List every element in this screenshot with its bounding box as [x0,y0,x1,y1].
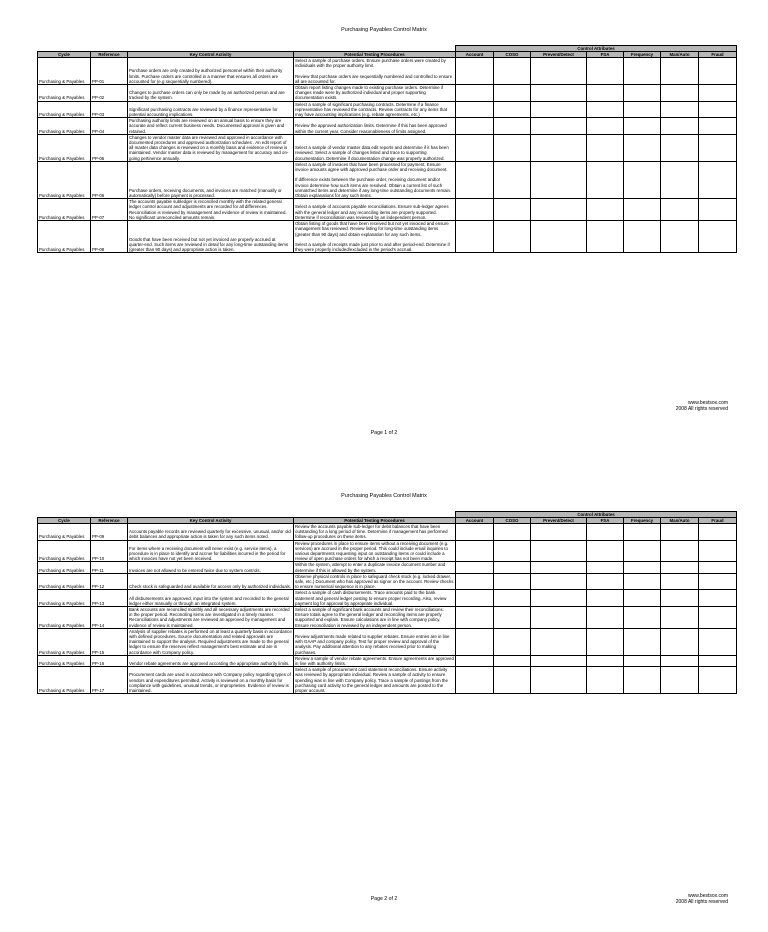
attribute-cell[interactable] [587,221,624,253]
attribute-cell[interactable] [456,628,494,655]
attribute-cell[interactable] [624,134,661,161]
col-header: COSO [494,518,531,524]
testing-procedure-cell: Review a sample of vendor rebate agreements. Ensure agreements are approved in line with authority limits. [295,655,454,667]
reference-cell: PP-15 [91,628,128,655]
attribute-cell[interactable] [661,134,699,161]
attribute-cell[interactable] [494,590,531,607]
attribute-cell[interactable] [531,607,587,629]
attribute-cell[interactable] [699,607,737,629]
page-2 [0,466,768,932]
control-activity-cell: Bank accounts are reconciled monthly and all necessary adjustments are recorded in the proper period. Reconciling items are investigated in a timely manner. Reconciliations and adjustments are reviewed an approved by management and evidence of review is maintained. [128,607,294,629]
attribute-cell[interactable] [531,573,587,590]
attribute-cell[interactable] [699,655,737,666]
col-header: COSO [494,52,531,58]
control-activity-cell: Procurement cards are used in accordance with Company policy regarding types of vendors and expenditures permitted. Activity is reviewed on a monthly basis for compliance with guidelines, unusual trends, or improprieties. Evidence of review is maintained. [128,667,294,694]
attribute-cell[interactable] [456,85,494,102]
testing-procedure-cell: Obtain listing of goods that have been received but not yet invoiced and ensure management has reviewed. Review listing for long-time outstanding items (greater than 90 days) and obtain explanation for any such items. Select a sample of receipts made just prior to and after period-end. Determine if they were properly included/excluded in the period's accrual. [294,221,456,253]
attribute-cell[interactable] [531,85,587,102]
attribute-cell[interactable] [456,221,494,253]
attribute-cell[interactable] [456,590,494,607]
table-row [38,607,737,629]
testing-procedure-cell: Review the approved authorization limits. Determine if this has been approved within the current year. Consider reasonableness of limits assigned. [294,118,456,135]
footer [676,893,728,905]
testing-procedure-cell: Select a sample of significant bank accounts and review their reconciliations. Ensure totals agree to the general ledger and reconciling items are properly supported and explain. Ensure calculations are in line with company policy. Ensure reconciliation is reviewed by an independent person. [294,607,456,629]
table-row [38,101,737,118]
attribute-cell[interactable] [624,655,661,666]
attribute-cell[interactable] [587,118,624,135]
attribute-cell[interactable] [456,540,494,562]
attribute-cell[interactable] [624,221,661,253]
attribute-cell[interactable] [456,607,494,629]
cycle-cell: Purchasing & Payables [38,58,91,85]
attribute-cell[interactable] [494,562,531,573]
attribute-cell[interactable] [587,58,624,85]
attribute-cell[interactable] [699,199,737,221]
cycle-cell: Purchasing & Payables [38,655,91,666]
attribute-cell[interactable] [531,655,587,666]
attribute-cell[interactable] [624,161,661,198]
attribute-cell[interactable] [456,134,494,161]
table-row [38,540,737,562]
attribute-cell[interactable] [624,524,661,541]
col-header: Cycle [38,52,91,58]
table-row [38,628,737,655]
reference-cell: PP-03 [91,101,128,118]
attribute-cell[interactable] [494,118,531,135]
control-activity-cell: Changes to vendor master data are reviewed and approved in accordance with documented procedures and approved authorization schedules . An edit report of all master data changes is reviewed on a monthly basis and evidence of review is maintained. Vendor master data is reviewed by management for accuracy and on-going pertinence annually. [128,134,294,161]
attribute-cell[interactable] [531,134,587,161]
attribute-cell[interactable] [624,590,661,607]
control-activity-cell: Changes to purchase orders can only be made by an authorized person and are tracked by the system. [128,85,294,102]
footer-rights: 2008 All rights reserved [675,899,728,905]
table-row [38,199,737,221]
attribute-cell[interactable] [494,628,531,655]
attribute-cell[interactable] [624,607,661,629]
attribute-cell[interactable] [456,161,494,198]
attribute-cell[interactable] [661,221,699,253]
footer-url[interactable]: www.bestsox.com [687,893,728,899]
document-title: Purchasing Payables Control Matrix [341,27,427,33]
col-header: Man/Auto [661,52,699,58]
table-row [38,524,737,541]
testing-procedure-cell: Select a sample of invoices that have been processed for payment. Ensure invoice amounts agree with approved purchase order and receiving document. If difference exists between the purchase order, receiving document and/or invoice determine how such items are resolved. Obtain a current list of such unmatched items and determine if any long-time outstanding documents remain. Obtain explanations for any such items. [294,161,456,198]
control-activity-cell: Purchase orders are only created by authorized personnel within their authority limits. Purchase orders are controlled in a manner that ensures all orders are accounted for (e.g sequentially numbered). [128,58,294,85]
col-header: Account [456,518,494,524]
control-attributes-header: Control Attributes [456,46,737,52]
attribute-cell[interactable] [456,118,494,135]
attribute-cell[interactable] [624,667,661,694]
cycle-cell: Purchasing & Payables [38,118,91,135]
attribute-cell[interactable] [531,628,587,655]
reference-cell: PP-09 [91,524,128,541]
attribute-cell[interactable] [699,667,737,694]
cycle-cell: Purchasing & Payables [38,667,91,694]
attribute-cell[interactable] [494,221,531,253]
attribute-cell[interactable] [624,540,661,562]
attribute-cell[interactable] [624,58,661,85]
table-row [38,85,737,102]
cycle-cell: Purchasing & Payables [38,524,91,541]
testing-procedure-cell: Within the system, attempt to enter a duplicate invoice document number and determine if this is allowed by the system. [294,562,456,573]
cycle-cell: Purchasing & Payables [38,607,91,629]
reference-cell: PP-04 [91,118,128,135]
col-header: Prevent/Detect [531,518,587,524]
attribute-cell[interactable] [531,540,587,562]
attribute-cell[interactable] [587,101,624,118]
cycle-cell: Purchasing & Payables [38,628,91,655]
attribute-cell[interactable] [494,607,531,629]
cycle-cell: Purchasing & Payables [38,221,91,253]
testing-procedure-cell: Observe physical controls in place to safeguard check stock (e.g. locked drawer, safe, etc.) Document who has approved as signor on the account. Review checks to ensure numerical sequence is in place. [294,573,456,590]
attribute-cell[interactable] [699,221,737,253]
attribute-cell[interactable] [661,524,699,541]
reference-cell: PP-02 [91,85,128,102]
control-matrix-table [37,511,737,694]
control-activity-cell: Analysis of supplier rebates is performed on at least a quarterly basis in accordance with defined procedures. Source documentation and related approvals are maintained to support the analysis. Required adjustments are made to the general ledger to ensure the reserves reflect management's best estimate and are in accordance with Company policy. [129,628,292,655]
control-activity-cell: The accounts payable subledger is reconciled monthly with the related general ledger control account and adjustments are recorded for all differences. Reconciliation is reviewed by management and evidence of review is maintained. No significant unreconciled amounts remain. [128,199,294,221]
table-row [38,562,737,573]
control-activity-cell: Purchasing authority limits are reviewed on an annual basis to ensure they are accurate and reflect current business needs. Documented approval is given and retained. [128,118,294,135]
attribute-cell[interactable] [587,134,624,161]
attribute-cell[interactable] [456,199,494,221]
attribute-cell[interactable] [624,118,661,135]
attribute-cell[interactable] [624,85,661,102]
cycle-cell: Purchasing & Payables [38,573,91,590]
attribute-cell[interactable] [494,134,531,161]
attribute-cell[interactable] [494,524,531,541]
attribute-cell[interactable] [456,524,494,541]
attribute-cell[interactable] [494,573,531,590]
col-header: Cycle [38,518,91,524]
control-matrix-table [37,45,737,253]
reference-cell: PP-06 [91,161,128,198]
col-header: Potential Testing Procedures [294,518,456,524]
attribute-cell[interactable] [661,573,699,590]
attribute-cell[interactable] [699,134,737,161]
attribute-cell[interactable] [699,161,737,198]
table-row [38,655,737,666]
attribute-cell[interactable] [587,573,624,590]
attribute-cell[interactable] [587,199,624,221]
attribute-cell[interactable] [624,199,661,221]
control-attributes-header: Control Attributes [456,512,737,518]
attribute-cell[interactable] [531,161,587,198]
reference-cell: PP-11 [91,562,128,573]
col-header: Potential Testing Procedures [294,52,456,58]
attribute-cell[interactable] [699,573,737,590]
cycle-cell: Purchasing & Payables [38,562,91,573]
control-activity-cell: Vendor rebate agreements are approved according the appropriate authority limits. [128,655,294,666]
reference-cell: PP-17 [91,667,128,694]
attribute-cell[interactable] [587,667,624,694]
attribute-cell[interactable] [661,118,699,135]
attribute-cell[interactable] [456,101,494,118]
col-header: Key Control Activity [128,52,294,58]
attribute-cell[interactable] [456,655,494,666]
attribute-cell[interactable] [587,562,624,573]
control-activity-cell: Purchase orders, receiving documents, and invoices are matched (manually or automatically) before payment is processed. [128,161,294,198]
reference-cell: PP-13 [91,590,128,607]
page-number: Page 2 of 2 [370,896,398,902]
attribute-cell[interactable] [587,607,624,629]
cycle-cell: Purchasing & Payables [38,590,91,607]
footer-url[interactable]: www.bestsox.com [687,400,728,406]
reference-cell: PP-12 [91,573,128,590]
testing-procedure-cell: Select a sample of significant purchasing contracts. Determine if a finance representative has reviewed the contracts. Review contracts for any items that may have accounting implications (e.g. rebate agreements, etc.) [294,101,456,118]
cycle-cell: Purchasing & Payables [38,199,91,221]
attribute-cell[interactable] [494,667,531,694]
control-activity-cell: Significant purchasing contracts are reviewed by a finance representative for potential accounting implications. [128,101,294,118]
attribute-cell[interactable] [661,562,699,573]
attribute-cell[interactable] [624,628,661,655]
attribute-cell[interactable] [624,573,661,590]
attribute-cell[interactable] [661,590,699,607]
attribute-cell[interactable] [587,85,624,102]
attribute-cell[interactable] [494,101,531,118]
table-row [38,667,737,694]
table-row [38,118,737,135]
testing-procedure-cell: Review adjustments made related to supplier rebates. Ensure entries are in line with GAAP and company policy. Test for proper review and approval of the analysis. Pay additional attention to any rebates received prior to making purchases. [294,628,456,655]
attribute-cell[interactable] [661,199,699,221]
attribute-cell[interactable] [456,58,494,85]
attribute-cell[interactable] [699,118,737,135]
attribute-cell[interactable] [456,667,494,694]
attribute-cell[interactable] [587,540,624,562]
reference-cell: PP-07 [91,199,128,221]
table-row [38,573,737,590]
table-row [38,590,737,607]
attribute-cell[interactable] [661,667,699,694]
col-header: Fraud [699,52,737,58]
attribute-cell[interactable] [494,85,531,102]
attribute-cell[interactable] [699,590,737,607]
page-number: Page 1 of 2 [370,430,398,436]
attribute-cell[interactable] [699,58,737,85]
col-header: Man/Auto [661,518,699,524]
attribute-cell[interactable] [531,221,587,253]
cycle-cell: Purchasing & Payables [38,134,91,161]
reference-cell: PP-10 [91,540,128,562]
footer-rights: 2008 All rights reserved [675,406,728,412]
attribute-cell[interactable] [661,655,699,666]
attribute-cell[interactable] [494,655,531,666]
reference-cell: PP-16 [91,655,128,666]
table-row [38,221,737,253]
testing-procedure-cell: Select a sample of purchase orders. Ensure purchase orders were created by individuals with the proper authority limit. Review that purchase orders are sequentially numbered and controlled to ensure all are accounted for. [294,58,456,85]
attribute-cell[interactable] [661,607,699,629]
attribute-cell[interactable] [531,118,587,135]
col-header: Reference [91,518,128,524]
testing-procedure-cell: Review procedures in place to ensure items without a receiving document (e.g. services) are accrued in the proper period. This could include email inquiries to various departments requesting input on outstanding items or could include a review of open purchase orders for which a receipt has not been made. [294,540,456,562]
col-header: Fraud [699,518,737,524]
attribute-cell[interactable] [531,58,587,85]
attribute-cell[interactable] [699,101,737,118]
table-row [38,58,737,85]
attribute-cell[interactable] [531,590,587,607]
testing-procedure-cell: Select a sample of accounts payable reconciliations. Ensure sub-ledger agrees with the general ledger and any reconciling items are properly supported. Determine if reconciliation was reviewed by an independent person. [294,199,456,221]
control-activity-cell: Check stock is safeguarded and available for access only by authorized individuals. [128,573,294,590]
control-activity-cell: All disbursements are approved, input into the system and recorded to the general ledger either manually or through an integrated system. [128,590,294,607]
reference-cell: PP-14 [91,607,128,629]
control-activity-cell: Invoices are not allowed to be entered twice due to system controls. [128,562,294,573]
col-header: Prevent/Detect [531,52,587,58]
attribute-cell[interactable] [587,524,624,541]
attribute-cell[interactable] [587,655,624,666]
attribute-cell[interactable] [699,540,737,562]
attribute-cell[interactable] [587,161,624,198]
attribute-cell[interactable] [531,524,587,541]
cycle-cell: Purchasing & Payables [38,161,91,198]
reference-cell: PP-05 [91,134,128,161]
reference-cell: PP-08 [91,221,128,253]
col-header: Key Control Activity [128,518,294,524]
cycle-cell: Purchasing & Payables [38,101,91,118]
cycle-cell: Purchasing & Payables [38,85,91,102]
footer [676,400,728,412]
attribute-cell[interactable] [456,573,494,590]
attribute-cell[interactable] [587,590,624,607]
testing-procedure-cell: Select a sample of procurement card statement reconciliations. Ensure activity was reviewed by appropriate individual. Review a sample of activity to ensure spending was in line with Company policy. Trace a sample of postings from the purchasing card activity to the general ledger and amounts are posted to the proper account. [294,667,456,694]
testing-procedure-cell: Obtain report listing changes made to existing purchase orders. Determine if changes made were by authorized individual and proper supporting documentation exists. [294,85,456,102]
testing-procedure-cell: Select a sample of cash disbursements. Trace amounts paid to the bank statement and general ledger posting to ensure proper recording. Also, review payment log for approval by appropriate individual. [294,590,456,607]
cycle-cell: Purchasing & Payables [38,540,91,562]
col-header: Frequency [624,52,661,58]
attribute-cell[interactable] [661,161,699,198]
attribute-cell[interactable] [661,540,699,562]
attribute-cell[interactable] [699,85,737,102]
col-header: FSA [587,52,624,58]
document-title: Purchasing Payables Control Matrix [341,493,427,499]
attribute-cell[interactable] [494,540,531,562]
table-row [38,161,737,198]
attribute-cell[interactable] [624,101,661,118]
attribute-cell[interactable] [699,562,737,573]
attribute-cell[interactable] [661,58,699,85]
attribute-cell[interactable] [699,628,737,655]
table-body [38,524,737,694]
attribute-cell[interactable] [661,101,699,118]
control-activity-cell: Accounts payable records are reviewed quarterly for excessive, unusual, and/or old debit balances and appropriate action is taken for any such items noted. [128,524,294,541]
col-header: Frequency [624,518,661,524]
attribute-cell[interactable] [494,58,531,85]
attribute-cell[interactable] [494,199,531,221]
col-header: Account [456,52,494,58]
attribute-cell[interactable] [661,85,699,102]
col-header: Reference [91,52,128,58]
attribute-cell[interactable] [624,562,661,573]
testing-procedure-cell: Review the accounts payable sub-ledger for debit balances that have been outstanding for a long period of time. Determine if management has performed follow-up procedures on these items. [294,524,456,541]
attribute-cell[interactable] [531,667,587,694]
attribute-cell[interactable] [531,199,587,221]
table-row [38,134,737,161]
attribute-cell[interactable] [456,562,494,573]
control-activity-cell: For items where a receiving document will never exist (e.g. service items), a procedure is in place to identify and accrue for liabilities incurred in the period for which invoices have not yet been received. [128,540,294,562]
attribute-cell[interactable] [494,161,531,198]
attribute-cell[interactable] [531,562,587,573]
attribute-cell[interactable] [531,101,587,118]
attribute-cell[interactable] [699,524,737,541]
attribute-cell[interactable] [587,628,624,655]
testing-procedure-cell: Select a sample of vendor master data edit reports and determine if it has been reviewed. Select a sample of changes listed and trace to supporting documentation. Determine if documentation change was properly authorized. [294,134,456,161]
col-header: FSA [587,518,624,524]
control-activity-cell: Goods that have been received but not yet invoiced are properly accrued at quarter-end. Such items are reviewed in detail for any long-time outstanding items (greater than 90 days) and appropriate action is taken. [128,221,294,253]
reference-cell: PP-01 [91,58,128,85]
attribute-cell[interactable] [661,628,699,655]
table-body [38,58,737,253]
